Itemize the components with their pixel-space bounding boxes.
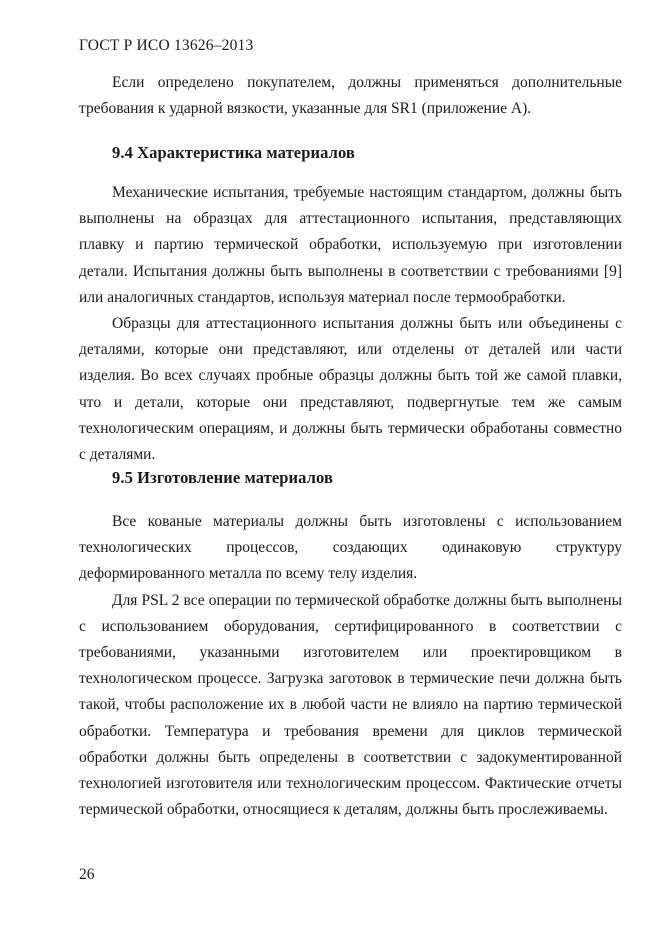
page-number: 26 (79, 866, 95, 883)
document-header: ГОСТ Р ИСО 13626–2013 (79, 37, 254, 54)
intro-block (79, 70, 622, 122)
section-9-4-paragraph-1: Механические испытания, требуемые настоящим стандартом, должны быть выполнены на образцах для аттестационного испытания, представляющих плавку и партию термической обработки, используемую при изготовлении детали. Испытания должны быть выполнены в соответствии с требованиями [9] или аналогичных стандартов, используя материал после термообработки. (79, 184, 622, 306)
section-9-4-heading: 9.4 Характеристика материалов (112, 143, 355, 162)
section-9-5-paragraph-1: Все кованые материалы должны быть изготовлены с использованием технологических процессов, создающих одинаковую структуру деформированного металла по всему телу изделия. (79, 513, 622, 583)
section-9-4-paragraph-2: Образцы для аттестационного испытания должны быть или объединены с деталями, которые они представляют, или отделены от деталей или части изделия. Во всех случаях пробные образцы должны быть той же самой плавки, что и детали, которые они представляют, подвергнутые тем же самым технологическим операциям, и должны быть термически обработаны совместно с деталями. (79, 315, 622, 464)
intro-paragraph: Если определено покупателем, должны применяться дополнительные требования к ударной вязкости, указанные для SR1 (приложение А). (79, 74, 622, 118)
section-9-4-body (79, 180, 622, 468)
section-9-5-paragraph-2: Для PSL 2 все операции по термической обработке должны быть выполнены с использованием оборудования, сертифицированного в соответствии с требованиями, указанными изготовителем или проектировщиком в технологическом процессе. Загрузка заготовок в термические печи должна быть такой, чтобы расположение их в любой части не влияло на партию термической обработки. Температура и требования времени для циклов термической обработки должны быть определены в соответствии с задокументированной технологией изготовителя или технологическим процессом. Фактические отчеты термической обработки, относящиеся к деталям, должны быть прослеживаемы. (79, 591, 622, 819)
section-9-5-heading: 9.5 Изготовление материалов (112, 468, 333, 487)
section-9-5-body (79, 509, 622, 823)
